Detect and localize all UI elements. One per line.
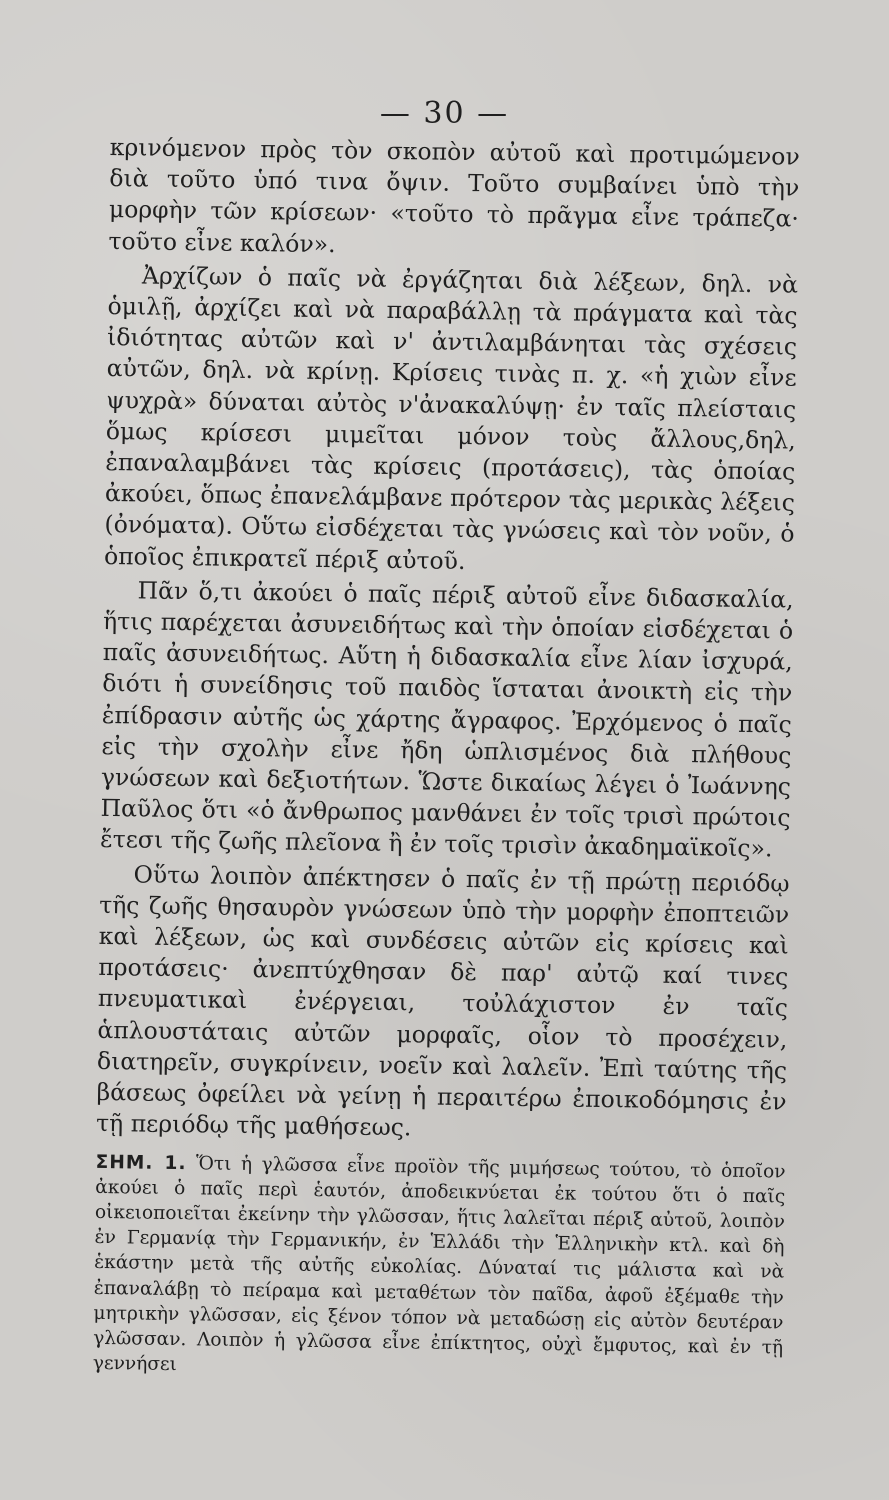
paragraph-1: κρινόμενον πρὸς τὸν σκοπὸν αὐτοῦ καὶ προτιμώμενον διὰ τοῦτο ὑπό τινα ὄψιν. Τοῦτο συμβαίνει ὑπὸ τὴν μορφὴν τῶν κρίσεων· «τοῦτο τὸ πρᾶγμα εἶνε τράπεζα· τοῦτο εἶνε καλόν». bbox=[108, 132, 800, 258]
main-text bbox=[93, 132, 800, 1386]
page-number: — 30 — bbox=[379, 96, 510, 131]
paragraph-4: Οὕτω λοιπὸν ἀπέκτησεν ὁ παῖς ἐν τῇ πρώτῃ περιόδῳ τῆς ζωῆς θησαυρὸν γνώσεων ὑπὸ τὴν μορφὴν ἐποπτειῶν καὶ λέξεων, ὡς καὶ συνδέσεις αὐτῶν εἰς κρίσεις καὶ προτάσεις· ἀνεπτύχθησαν δὲ παρ' αὐτῷ καί τινες πνευματικαὶ ἐνέργειαι, τοὐλάχιστον ἐν ταῖς ἁπλουστάταις αὐτῶν μορφαῖς, οἷον τὸ προσέχειν, διατηρεῖν, συγκρίνειν, νοεῖν καὶ λαλεῖν. Ἐπὶ ταύτης τῆς βάσεως ὀφείλει νὰ γείνῃ ἡ περαιτέρω ἐποικοδόμησις ἐν τῇ περιόδῳ τῆς μαθήσεως. bbox=[95, 860, 790, 1142]
footnote bbox=[93, 1149, 786, 1385]
paragraph-3: Πᾶν ὅ,τι ἀκούει ὁ παῖς πέριξ αὐτοῦ εἶνε διδασκαλία, ἥτις παρέχεται ἀσυνειδήτως καὶ τὴν ὁποίαν εἰσδέχεται ὁ παῖς ἀσυνειδήτως. Αὕτη ἡ διδασκαλία εἶνε λίαν ἰσχυρά, διότι ἡ συνείδησις τοῦ παιδὸς ἵσταται ἀνοικτὴ εἰς τὴν ἐπίδρασιν αὐτῆς ὡς χάρτης ἄγραφος. Ἐρχόμενος ὁ παῖς εἰς τὴν σχολὴν εἶνε ἤδη ὡπλισμένος διὰ πλήθους γνώσεων καὶ δεξιοτήτων. Ὥστε δικαίως λέγει ὁ Ἰωάννης Παῦλος ὅτι «ὁ ἄνθρωπος μανθάνει ἐν τοῖς τρισὶ πρώτοις ἔτεσι τῆς ζωῆς πλεῖονα ἢ ἐν τοῖς τρισὶν ἀκαδημαϊκοῖς». bbox=[99, 576, 794, 863]
footnote-text: Ὅτι ἡ γλῶσσα εἶνε προϊὸν τῆς μιμήσεως τούτου, τὸ ὁποῖον ἀκούει ὁ παῖς περὶ ἑαυτόν, ἀποδεικνύεται ἐκ τούτου ὅτι ὁ παῖς οἰκειοποιεῖται ἐκείνην τὴν γλῶσσαν, ἥτις λαλεῖται πέριξ αὐτοῦ, λοιπὸν ἐν Γερμανίᾳ τὴν Γερμανικήν, ἐν Ἑλλάδι τὴν Ἑλληνικὴν κτλ. καὶ δὴ ἑκάστην μετὰ τῆς αὐτῆς εὐκολίας. Δύναταί τις μάλιστα καὶ νὰ ἐπαναλάβῃ τὸ πείραμα καὶ μεταθέτων τὸν παῖδα, ἀφοῦ ἐξέμαθε τὴν μητρικὴν γλῶσσαν, εἰς ξένον τόπον νὰ μεταδώσῃ εἰς αὐτὸν δευτέραν γλῶσσαν. Λοιπὸν ἡ γλῶσσα εἶνε ἐπίκτητος, οὐχὶ ἔμφυτος, καὶ ἐν τῇ γεννήσει bbox=[92, 1152, 786, 1376]
footnote-label: ΣΗΜ. 1. bbox=[95, 1151, 187, 1174]
paragraph-2: Ἀρχίζων ὁ παῖς νὰ ἐργάζηται διὰ λέξεων, δηλ. νὰ ὁμιλῇ, ἀρχίζει καὶ νὰ παραβάλλῃ τὰ πράγματα καὶ τὰς ἰδιότητας αὐτῶν καὶ ν' ἀντιλαμβάνηται τὰς σχέσεις αὐτῶν, δηλ. νὰ κρίνῃ. Κρίσεις τινὰς π. χ. «ἡ χιὼν εἶνε ψυχρὰ» δύναται αὐτὸς ν'ἀνακαλύψῃ· ἐν ταῖς πλείσταις ὅμως κρίσεσι μιμεῖται μόνον τοὺς ἄλλους,δηλ, ἐπαναλαμβάνει τὰς κρίσεις (προτάσεις), τὰς ὁποίας ἀκούει, ὅπως ἐπανελάμβανε πρότερον τὰς μερικὰς λέξεις (ὀνόματα). Οὕτω εἰσδέχεται τὰς γνώσεις καὶ τὸν νοῦν, ὁ ὁποῖος ἐπικρατεῖ πέριξ αὐτοῦ. bbox=[103, 261, 799, 575]
